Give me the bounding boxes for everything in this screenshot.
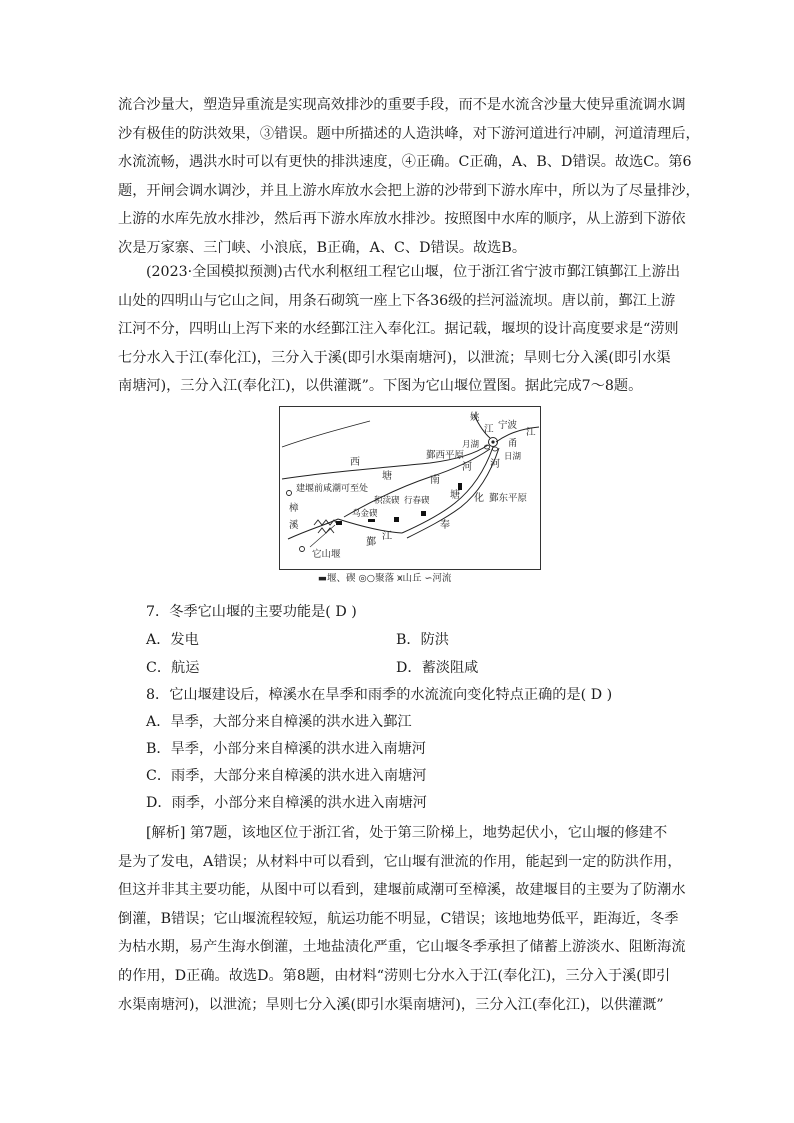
label-zhang: 樟 — [289, 503, 299, 514]
tashanyan-dam-icon — [336, 521, 342, 525]
text-line: 但这并非其主要功能，从图中可以看到，建堰前咸潮可至樟溪，故建堰目的主要为了防潮水 — [118, 882, 686, 899]
label-yuehu: 月湖 — [462, 440, 480, 450]
text-line: [解析] 第7题，该地区位于浙江省，处于第三阶梯上，地势起伏小，它山堰的修建不 — [146, 825, 668, 841]
label-xi: 西 — [350, 457, 360, 468]
text-line: 是为了发电，A错误；从材料中可以看到，它山堰有泄流的作用，能起到一定的防洪作用， — [118, 853, 682, 870]
question-8-stem: 8．它山堰建设后，樟溪水在旱季和雨季的水流流向变化特点正确的是( D ) — [146, 687, 613, 703]
label-yao: 姚 — [470, 412, 480, 423]
label-he: 河 — [462, 462, 472, 473]
label-jidu: 积渎碶 — [374, 496, 400, 506]
q7-option-d: D．蓄淡阻咸 — [396, 660, 479, 676]
label-jiang: 江 — [526, 427, 536, 438]
tashanyan-location-map — [279, 406, 541, 570]
label-hua: 化 — [474, 493, 484, 504]
ningbo-settlement-dot — [491, 440, 494, 443]
q7-option-c: C．航运 — [146, 660, 200, 676]
text-line: 为枯水期，易产生海水倒灌，土地盐渍化严重，它山堰冬季承担了储蓄上游淡水、阻断海流 — [118, 939, 686, 956]
wujin-dam-icon — [368, 519, 375, 522]
label-jianyan: 建堰前咸潮可至处 — [296, 484, 369, 494]
analysis-paragraph — [118, 819, 686, 1019]
settlement-icon — [287, 491, 292, 496]
hill-icon — [318, 528, 334, 533]
settlement-icon — [300, 547, 305, 552]
text-line: 山处的四明山与它山之间，用条石砌筑一座上下各36级的拦河溢流坝。唐以前，鄞江上游 — [118, 292, 676, 309]
label-yindong-plain: 鄞东平原 — [489, 493, 528, 504]
dam-icon — [458, 483, 462, 490]
jidu-dam-icon — [394, 517, 399, 522]
text-line: 南塘河)，三分入江(奉化江)，以供灌溉”。下图为它山堰位置图。据此完成7～8题。 — [118, 378, 643, 395]
label-nan: 南 — [430, 475, 440, 486]
q8-option-d: D．雨季，小部分来自樟溪的洪水进入南塘河 — [146, 795, 427, 811]
text-line: 江河不分，四明山上泻下来的水经鄞江注入奉化江。据记载，堰坝的设计高度要求是“涝则 — [118, 321, 679, 338]
q8-option-c: C．雨季，大部分来自樟溪的洪水进入南塘河 — [146, 768, 427, 784]
material-paragraph — [118, 258, 681, 401]
nantang-river — [344, 449, 490, 517]
label-jiang: 江 — [382, 531, 392, 542]
text-line: 七分水入于江(奉化江)，三分入于溪(即引水渠南塘河)，以泄流；旱则七分入溪(即引水渠 — [118, 349, 671, 366]
label-feng: 奉 — [440, 520, 450, 531]
text-line: (2023·全国模拟预测)古代水利枢纽工程它山堰，位于浙江省宁波市鄞江镇鄞江上游出 — [146, 264, 681, 280]
text-line: 上游的水库先放水排沙，然后再下游水库放水排沙。按照图中水库的顺序，从上游到下游依 — [118, 211, 686, 228]
q8-option-b: B．旱季，小部分来自樟溪的洪水进入南塘河 — [146, 741, 426, 757]
text-line: 的作用，D正确。故选D。第8题，由材料“涝则七分水入于江(奉化江)，三分入于溪(即引 — [118, 967, 671, 984]
text-line: 倒灌，B错误；它山堰流程较短，航运功能不明显，C错误；该地地势低平，距海近，冬季 — [118, 910, 679, 927]
label-yu: 甬 — [508, 438, 518, 449]
q8-option-a: A．旱季，大部分来自樟溪的洪水进入鄞江 — [146, 714, 412, 730]
boundary-line — [282, 421, 370, 447]
text-line: 水流流畅，遇洪水时可以有更快的排洪速度，④正确。C正确，A、B、D错误。故选C。第6 — [118, 154, 692, 171]
label-xi: 溪 — [289, 520, 299, 531]
map-legend: ▬堰、碶 ◎○聚落 ⩙山丘 ∽河流 — [318, 573, 452, 584]
q7-option-b: B．防洪 — [396, 632, 449, 648]
label-he: 河 — [490, 459, 500, 470]
question-7-stem: 7．冬季它山堰的主要功能是( D ) — [146, 604, 357, 620]
text-line: 次是万家寨、三门峡、小浪底，B正确，A、C、D错误。故选B。 — [118, 239, 527, 256]
xingchun-dam-icon — [421, 511, 426, 516]
label-tashanyan: 它山堰 — [312, 549, 341, 560]
text-line: 水渠南塘河)，以泄流；旱则七分入溪(即引水渠南塘河)，三分入江(奉化江)，以供灌溉” — [118, 996, 664, 1013]
label-xingchun: 行春碶 — [404, 496, 430, 506]
label-ningbo: 宁波 — [498, 420, 518, 431]
label-wujin: 乌金碶 — [352, 509, 378, 519]
text-line: 沙有极佳的防洪效果，③错误。题中所描述的人造洪峰，对下游河道进行冲刷，河道清理后， — [118, 125, 700, 142]
map-svg — [280, 407, 540, 569]
label-yinxi-plain: 鄞西平原 — [426, 450, 465, 461]
label-tang: 塘 — [382, 471, 392, 482]
continued-explanation-paragraph — [118, 91, 700, 263]
label-tang: 塘 — [450, 490, 460, 501]
label-yin: 鄞 — [366, 537, 376, 548]
label-rihu: 日湖 — [504, 452, 522, 462]
text-line: 流合沙量大，塑造异重流是实现高效排沙的重要手段，而不是水流含沙量大使异重流调水调 — [118, 97, 686, 113]
q7-option-a: A．发电 — [146, 632, 199, 648]
text-line: 题，开闸会调水调沙，并且上游水库放水会把上游的沙带到下游水库中，所以为了尽量排沙， — [118, 182, 700, 199]
label-jiang: 江 — [484, 424, 494, 435]
